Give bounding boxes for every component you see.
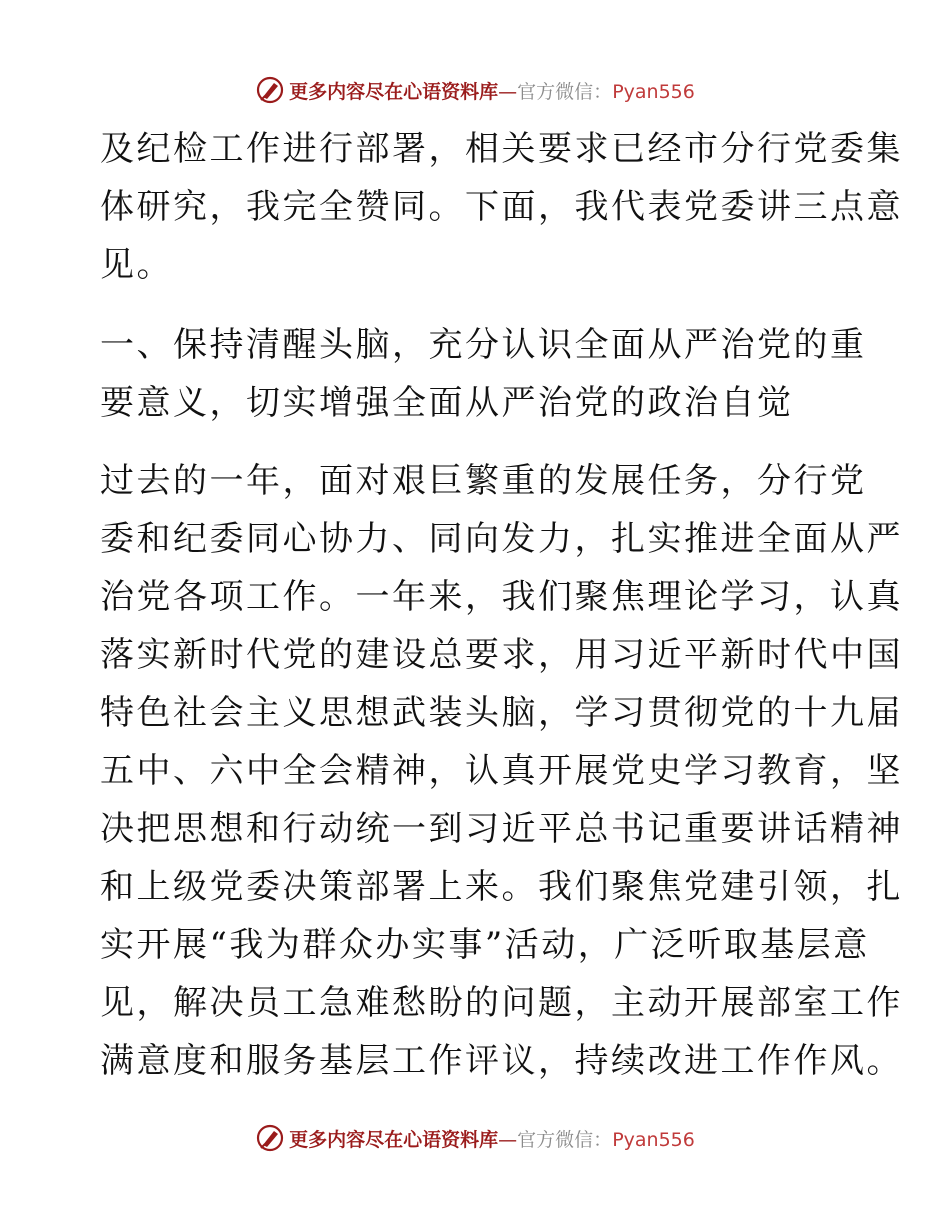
- text-line: 实开展“我为群众办实事”活动，广泛听取基层意: [100, 925, 870, 965]
- pen-nib-logo-icon: [255, 75, 285, 105]
- text-line: 一、保持清醒头脑，充分认识全面从严治党的重: [100, 325, 867, 365]
- paragraph-intro: [100, 120, 903, 294]
- paragraph-review: [100, 452, 903, 1090]
- document-body: [100, 120, 903, 1090]
- text-line: 要意义，切实增强全面从严治党的政治自觉: [100, 383, 794, 423]
- header-watermark-banner: [0, 72, 950, 108]
- footer-watermark-banner: [0, 1120, 950, 1156]
- banner-main-text: 更多内容尽在心语资料库: [289, 1128, 499, 1151]
- text-line: 特色社会主义思想武装头脑，学习贯彻党的十九届: [100, 693, 903, 733]
- text-line: 决把思想和行动统一到习近平总书记重要讲话精神: [100, 809, 903, 849]
- text-line: 和上级党委决策部署上来。我们聚焦党建引领，扎: [100, 867, 903, 907]
- banner-official-label: 官方微信：: [517, 80, 613, 103]
- pen-nib-logo-icon: [255, 1123, 285, 1153]
- banner-text: [289, 77, 695, 104]
- banner-separator: —: [498, 1128, 518, 1151]
- text-line: 五中、六中全会精神，认真开展党史学习教育，坚: [100, 751, 903, 791]
- section-heading-one: [100, 316, 867, 432]
- banner-main-text: 更多内容尽在心语资料库: [289, 80, 499, 103]
- text-line: 体研究，我完全赞同。下面，我代表党委讲三点意: [100, 187, 903, 227]
- banner-text: [289, 1125, 695, 1152]
- text-line: 满意度和服务基层工作评议，持续改进工作作风。: [100, 1041, 903, 1081]
- text-line: 及纪检工作进行部署，相关要求已经市分行党委集: [100, 129, 903, 169]
- text-line: 落实新时代党的建设总要求，用习近平新时代中国: [100, 635, 903, 675]
- text-line: 见。: [100, 245, 173, 285]
- banner-wechat-id: Pyan556: [612, 1128, 695, 1151]
- text-line: 委和纪委同心协力、同向发力，扎实推进全面从严: [100, 519, 903, 559]
- banner-official-label: 官方微信：: [517, 1128, 613, 1151]
- text-line: 见，解决员工急难愁盼的问题，主动开展部室工作: [100, 983, 903, 1023]
- banner-separator: —: [498, 80, 518, 103]
- banner-wechat-id: Pyan556: [612, 80, 695, 103]
- text-line: 过去的一年，面对艰巨繁重的发展任务，分行党: [100, 461, 867, 501]
- text-line: 治党各项工作。一年来，我们聚焦理论学习，认真: [100, 577, 903, 617]
